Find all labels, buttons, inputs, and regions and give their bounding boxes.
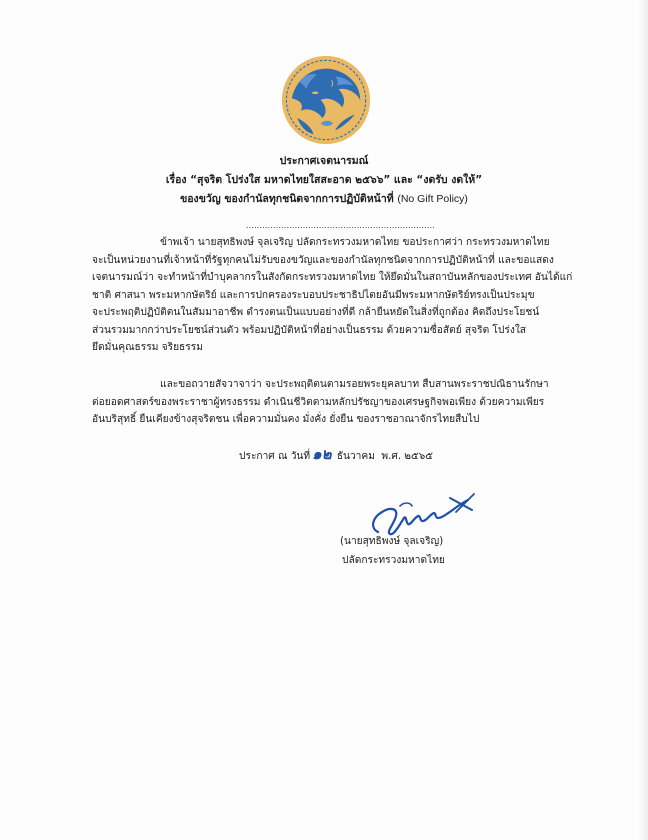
paragraph-line: อันบริสุทธิ์ ยืนเคียงข้างสุจริตชน เพื่อความมั่นคง มั่งคั่ง ยั่งยืน ของราชอาณาจักรไทยสืบไป <box>92 414 480 425</box>
heading-subject-thai: ของขวัญ ของกำนัลทุกชนิดจากการปฏิบัติหน้าที่ <box>180 193 394 205</box>
scan-edge-shadow <box>638 0 648 840</box>
ministry-seal-icon <box>281 55 371 145</box>
signer-name: (นายสุทธิพงษ์ จุลเจริญ) <box>340 536 444 547</box>
paragraph-line: ยึดมั่นคุณธรรม จริยธรรม <box>92 342 203 353</box>
date-day: ๑๒ <box>312 445 332 463</box>
date-month: ธันวาคม <box>336 451 375 462</box>
date-year: พ.ศ. ๒๕๖๕ <box>381 451 433 462</box>
oath-paragraph <box>92 376 572 429</box>
paragraph-line: ต่อยอดศาสตร์ของพระราชาผู้ทรงธรรม ดำเนินชีวิตตามหลักปรัชญาของเศรษฐกิจพอเพียง ด้วยความเพียร <box>92 396 545 408</box>
paragraph-line: ข้าพเจ้า นายสุทธิพงษ์ จุลเจริญ ปลัดกระทรวงมหาดไทย ขอประกาศว่า กระทรวงมหาดไทย <box>160 237 550 248</box>
announcement-date <box>239 445 433 466</box>
paragraph-line: จะประพฤติปฏิบัติตนในสัมมาอาชีพ ดำรงตนเป็นแบบอย่างที่ดี กล้ายืนหยัดในสิ่งที่ถูกต้อง คิดถึงประโยชน์ <box>92 307 540 318</box>
heading-block <box>0 152 648 209</box>
heading-subject: เรื่อง “สุจริต โปร่งใส มหาดไทยใสสะอาด ๒๕๖๖” และ “งดรับ งดให้” <box>165 174 483 186</box>
declaration-paragraph <box>92 234 572 357</box>
dotted-separator: ...................................................................... <box>246 220 436 230</box>
paragraph-line: เจตนารมณ์ว่า จะทำหน้าที่บำบุคลากรในสังกัดกระทรวงมหาดไทย ให้ยึดมั่นในสถาบันหลักของประเทศ อันได้แก่ <box>92 272 573 283</box>
signer-title: ปลัดกระทรวงมหาดไทย <box>342 555 445 566</box>
paragraph-line: ส่วนรวมมากกว่าประโยชน์ส่วนตัว พร้อมปฏิบัติหน้าที่อย่างเป็นธรรม ด้วยความซื่อสัตย์ สุจริต โปร่งใส <box>92 324 527 336</box>
paragraph-line: และขอถวายสัจวาจาว่า จะประพฤติตนตามรอยพระยุคลบาท สืบสานพระราชปณิธานรักษา <box>160 379 549 390</box>
paragraph-line: จะเป็นหน่วยงานที่เจ้าหน้าที่รัฐทุกคนไม่รับของขวัญและของกำนัลทุกชนิดจากการปฏิบัติหน้าที่ และขอแสดง <box>92 254 554 266</box>
heading-title: ประกาศเจตนารมณ์ <box>279 155 369 167</box>
heading-subject-continued <box>0 190 648 209</box>
date-prefix: ประกาศ ณ วันที่ <box>239 451 311 462</box>
heading-policy-name: (No Gift Policy) <box>397 193 468 205</box>
paragraph-line: ชาติ ศาสนา พระมหากษัตริย์ และการปกครองระบอบประชาธิปไตยอันมีพระมหากษัตริย์ทรงเป็นประมุข <box>92 289 535 301</box>
